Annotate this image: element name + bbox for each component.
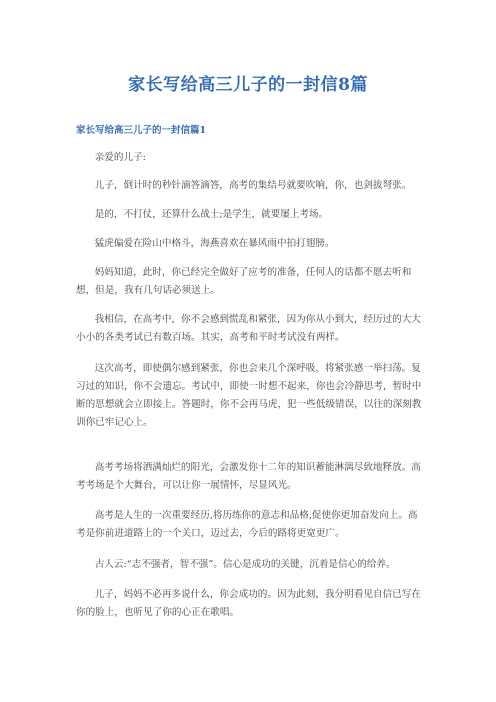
paragraph: 高考考场将洒满灿烂的阳光，会激发你十二年的知识蓄能淋漓尽致地释放。高考考场是个大舞台，可以让你一展情怀，尽显风光。 bbox=[76, 462, 421, 491]
paragraph: 是的，不打仗，还算什么战士;是学生，就要屡上考场。 bbox=[94, 209, 329, 220]
paragraph: 这次高考，即使偶尔感到紧张，你也会来几个深呼吸，将紧张感一举扫荡。复习过的知识，你不会遗忘。考试中，即使一时想不起来，你也会冷静思考，暂时中断的思想就会立即接上。答题时，你不会再马虎，犯一些低级错误，以往的深刻教训你已牢记心上。 bbox=[76, 363, 422, 428]
section-heading: 家长写给高三儿子的一封信篇1 bbox=[76, 125, 207, 136]
paragraph: 古人云:“志不强者，智不强”。信心是成功的关键，沉着是信心的给养。 bbox=[94, 559, 396, 570]
paragraph-greeting: 亲爱的儿子: bbox=[94, 152, 146, 163]
paragraph: 高考是人生的一次重要经历,将历练你的意志和品格,促使你更加奋发向上。高考是你前进道路上的一个关口，迈过去，今后的路将更宽更广。 bbox=[76, 510, 418, 539]
paragraph: 儿子，妈妈不必再多说什么，你会成功的。因为此刻，我分明看见自信已写在你的脸上，也听见了你的心正在歌唱。 bbox=[76, 589, 421, 618]
document-title: 家长写给高三儿子的一封信8篇 bbox=[128, 75, 368, 95]
paragraph: 妈妈知道，此时，你已经完全做好了应考的准备，任何人的话都不愿去听和想，但是，我有几句话必须送上。 bbox=[76, 267, 412, 296]
paragraph: 我相信，在高考中，你不会感到慌乱和紧张，因为你从小到大，经历过的大大小小的各类考试已有数百场。其实，高考和平时考试没有两样。 bbox=[76, 314, 421, 343]
paragraph: 儿子，倒计时的秒针滴答滴答，高考的集结号就要吹响，你，也剑拔弩张。 bbox=[94, 180, 412, 191]
paragraph: 猛虎偏爱在险山中格斗，海燕喜欢在暴风雨中拍打翅膀。 bbox=[94, 238, 335, 249]
